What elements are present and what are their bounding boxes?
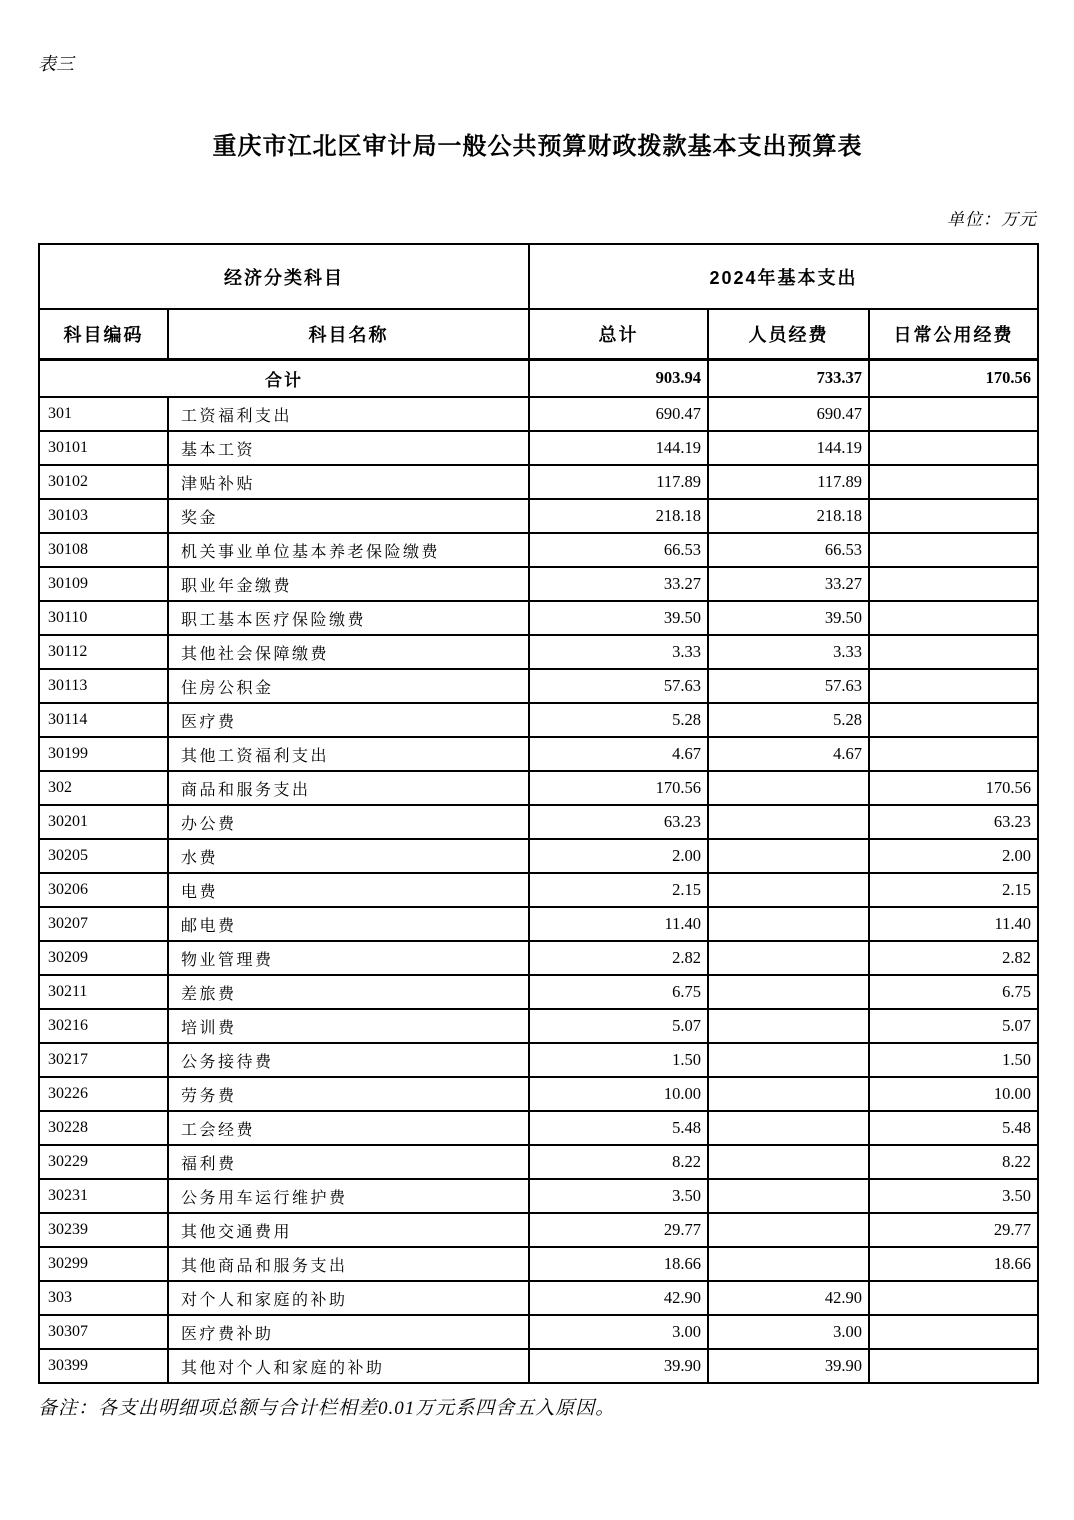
cell-subject-code: 30206: [39, 873, 168, 907]
table-number-label: 表三: [38, 54, 74, 74]
cell-subject-code: 30209: [39, 941, 168, 975]
cell-total: 29.77: [529, 1213, 708, 1247]
cell-subject-name: 工资福利支出: [168, 397, 529, 431]
cell-total: 3.33: [529, 635, 708, 669]
cell-personnel-funds: [708, 1111, 869, 1145]
table-row: [39, 1111, 1038, 1145]
footer-note: 备注：各支出明细项总额与合计栏相差0.01万元系四舍五入原因。: [38, 1398, 616, 1419]
cell-daily-public-funds: [869, 1281, 1038, 1315]
cell-daily-public-funds: 8.22: [869, 1145, 1038, 1179]
cell-subject-name: 邮电费: [168, 907, 529, 941]
total-row: [39, 359, 1038, 397]
table-body: [39, 359, 1038, 1383]
cell-total: 2.00: [529, 839, 708, 873]
cell-personnel-funds: [708, 1179, 869, 1213]
cell-subject-name: 其他交通费用: [168, 1213, 529, 1247]
cell-daily-public-funds: [869, 669, 1038, 703]
cell-daily-public-funds: [869, 737, 1038, 771]
table-row: [39, 397, 1038, 431]
cell-total: 117.89: [529, 465, 708, 499]
cell-subject-name: 医疗费: [168, 703, 529, 737]
cell-subject-code: 30231: [39, 1179, 168, 1213]
cell-subject-code: 30207: [39, 907, 168, 941]
cell-total: 11.40: [529, 907, 708, 941]
cell-subject-name: 其他社会保障缴费: [168, 635, 529, 669]
cell-daily-public-funds: 10.00: [869, 1077, 1038, 1111]
cell-subject-name: 职工基本医疗保险缴费: [168, 601, 529, 635]
cell-subject-code: 30217: [39, 1043, 168, 1077]
col-header-total: 总计: [529, 309, 708, 359]
cell-subject-name: 对个人和家庭的补助: [168, 1281, 529, 1315]
cell-daily-public-funds: 63.23: [869, 805, 1038, 839]
cell-total: 63.23: [529, 805, 708, 839]
cell-personnel-funds: [708, 1145, 869, 1179]
table-row: [39, 533, 1038, 567]
cell-subject-code: 301: [39, 397, 168, 431]
cell-personnel-funds: [708, 839, 869, 873]
cell-daily-public-funds: 6.75: [869, 975, 1038, 1009]
cell-daily-public-funds: 5.07: [869, 1009, 1038, 1043]
cell-total: 39.50: [529, 601, 708, 635]
cell-subject-code: 30228: [39, 1111, 168, 1145]
table-row: [39, 1043, 1038, 1077]
cell-personnel-funds: [708, 1247, 869, 1281]
table-header: [39, 244, 1038, 359]
cell-personnel-funds: 4.67: [708, 737, 869, 771]
cell-personnel-funds: [708, 873, 869, 907]
cell-subject-code: 30103: [39, 499, 168, 533]
total-row-label: 合计: [39, 359, 529, 397]
cell-total: 170.56: [529, 771, 708, 805]
cell-personnel-funds: [708, 941, 869, 975]
col-header-subject-code: 科目编码: [39, 309, 168, 359]
table-row: [39, 669, 1038, 703]
table-row: [39, 1247, 1038, 1281]
table-row: [39, 1281, 1038, 1315]
cell-daily-public-funds: 170.56: [869, 771, 1038, 805]
cell-total: 18.66: [529, 1247, 708, 1281]
cell-subject-name: 津贴补贴: [168, 465, 529, 499]
col-header-personnel-funds: 人员经费: [708, 309, 869, 359]
cell-total: 5.48: [529, 1111, 708, 1145]
cell-personnel-funds: [708, 1009, 869, 1043]
cell-daily-public-funds: 5.48: [869, 1111, 1038, 1145]
cell-total: 4.67: [529, 737, 708, 771]
table-row: [39, 1315, 1038, 1349]
cell-subject-code: 30108: [39, 533, 168, 567]
cell-daily-public-funds: [869, 397, 1038, 431]
cell-subject-code: 30101: [39, 431, 168, 465]
cell-total: 218.18: [529, 499, 708, 533]
cell-subject-code: 30226: [39, 1077, 168, 1111]
cell-personnel-funds: 39.50: [708, 601, 869, 635]
cell-subject-name: 差旅费: [168, 975, 529, 1009]
cell-total: 2.15: [529, 873, 708, 907]
cell-personnel-funds: 5.28: [708, 703, 869, 737]
cell-subject-code: 30109: [39, 567, 168, 601]
cell-daily-public-funds: 1.50: [869, 1043, 1038, 1077]
cell-daily-public-funds: 29.77: [869, 1213, 1038, 1247]
table-row: [39, 703, 1038, 737]
cell-personnel-funds: 3.00: [708, 1315, 869, 1349]
cell-subject-name: 水费: [168, 839, 529, 873]
total-row-total: 903.94: [529, 359, 708, 397]
cell-daily-public-funds: [869, 567, 1038, 601]
cell-total: 5.28: [529, 703, 708, 737]
cell-personnel-funds: 39.90: [708, 1349, 869, 1383]
header-group-row: [39, 244, 1038, 309]
cell-subject-name: 电费: [168, 873, 529, 907]
cell-total: 33.27: [529, 567, 708, 601]
cell-subject-code: 30114: [39, 703, 168, 737]
header-economic-classification: 经济分类科目: [39, 244, 529, 309]
cell-total: 144.19: [529, 431, 708, 465]
unit-label: 单位：万元: [947, 210, 1037, 229]
table-row: [39, 1213, 1038, 1247]
cell-personnel-funds: 218.18: [708, 499, 869, 533]
cell-subject-code: 30113: [39, 669, 168, 703]
cell-subject-code: 30211: [39, 975, 168, 1009]
total-row-daily: 170.56: [869, 359, 1038, 397]
cell-daily-public-funds: 3.50: [869, 1179, 1038, 1213]
cell-daily-public-funds: [869, 465, 1038, 499]
cell-daily-public-funds: 18.66: [869, 1247, 1038, 1281]
budget-table: [38, 243, 1039, 1384]
table-row: [39, 975, 1038, 1009]
cell-personnel-funds: [708, 1213, 869, 1247]
header-2024-basic-expenditure: 2024年基本支出: [529, 244, 1038, 309]
cell-daily-public-funds: [869, 601, 1038, 635]
cell-personnel-funds: 144.19: [708, 431, 869, 465]
page-content: [0, 50, 1074, 1420]
cell-subject-code: 30201: [39, 805, 168, 839]
cell-subject-name: 其他对个人和家庭的补助: [168, 1349, 529, 1383]
cell-daily-public-funds: 2.15: [869, 873, 1038, 907]
col-header-daily-public-funds: 日常公用经费: [869, 309, 1038, 359]
cell-daily-public-funds: [869, 635, 1038, 669]
cell-subject-name: 基本工资: [168, 431, 529, 465]
cell-subject-code: 302: [39, 771, 168, 805]
table-row: [39, 805, 1038, 839]
cell-subject-code: 30216: [39, 1009, 168, 1043]
cell-subject-code: 30110: [39, 601, 168, 635]
cell-subject-code: 303: [39, 1281, 168, 1315]
cell-personnel-funds: 690.47: [708, 397, 869, 431]
cell-total: 57.63: [529, 669, 708, 703]
cell-subject-name: 办公费: [168, 805, 529, 839]
table-row: [39, 907, 1038, 941]
cell-subject-name: 物业管理费: [168, 941, 529, 975]
cell-daily-public-funds: [869, 533, 1038, 567]
table-row: [39, 431, 1038, 465]
cell-subject-name: 住房公积金: [168, 669, 529, 703]
cell-total: 2.82: [529, 941, 708, 975]
table-row: [39, 737, 1038, 771]
cell-personnel-funds: 57.63: [708, 669, 869, 703]
table-row: [39, 941, 1038, 975]
cell-subject-name: 工会经费: [168, 1111, 529, 1145]
cell-total: 66.53: [529, 533, 708, 567]
cell-personnel-funds: [708, 805, 869, 839]
cell-subject-code: 30112: [39, 635, 168, 669]
table-row: [39, 635, 1038, 669]
cell-personnel-funds: [708, 975, 869, 1009]
table-row: [39, 771, 1038, 805]
col-header-subject-name: 科目名称: [168, 309, 529, 359]
table-row: [39, 839, 1038, 873]
cell-subject-name: 公务用车运行维护费: [168, 1179, 529, 1213]
table-row: [39, 1077, 1038, 1111]
cell-daily-public-funds: [869, 1315, 1038, 1349]
cell-subject-name: 其他工资福利支出: [168, 737, 529, 771]
cell-subject-name: 职业年金缴费: [168, 567, 529, 601]
table-row: [39, 601, 1038, 635]
cell-subject-name: 医疗费补助: [168, 1315, 529, 1349]
cell-total: 42.90: [529, 1281, 708, 1315]
cell-subject-code: 30239: [39, 1213, 168, 1247]
cell-personnel-funds: [708, 1077, 869, 1111]
cell-subject-name: 商品和服务支出: [168, 771, 529, 805]
table-row: [39, 499, 1038, 533]
cell-daily-public-funds: [869, 431, 1038, 465]
cell-total: 10.00: [529, 1077, 708, 1111]
cell-subject-name: 劳务费: [168, 1077, 529, 1111]
cell-personnel-funds: 33.27: [708, 567, 869, 601]
cell-subject-code: 30205: [39, 839, 168, 873]
table-row: [39, 1349, 1038, 1383]
cell-personnel-funds: 42.90: [708, 1281, 869, 1315]
cell-total: 6.75: [529, 975, 708, 1009]
table-row: [39, 1009, 1038, 1043]
cell-daily-public-funds: [869, 1349, 1038, 1383]
cell-personnel-funds: 117.89: [708, 465, 869, 499]
cell-total: 39.90: [529, 1349, 708, 1383]
cell-daily-public-funds: 11.40: [869, 907, 1038, 941]
total-row-personnel: 733.37: [708, 359, 869, 397]
cell-total: 5.07: [529, 1009, 708, 1043]
cell-total: 3.00: [529, 1315, 708, 1349]
cell-subject-code: 30102: [39, 465, 168, 499]
table-row: [39, 1179, 1038, 1213]
cell-personnel-funds: [708, 907, 869, 941]
cell-total: 1.50: [529, 1043, 708, 1077]
cell-subject-code: 30299: [39, 1247, 168, 1281]
cell-subject-name: 福利费: [168, 1145, 529, 1179]
cell-subject-code: 30399: [39, 1349, 168, 1383]
cell-personnel-funds: 3.33: [708, 635, 869, 669]
cell-subject-code: 30199: [39, 737, 168, 771]
cell-subject-code: 30307: [39, 1315, 168, 1349]
cell-subject-name: 公务接待费: [168, 1043, 529, 1077]
table-row: [39, 567, 1038, 601]
cell-subject-code: 30229: [39, 1145, 168, 1179]
cell-total: 8.22: [529, 1145, 708, 1179]
cell-personnel-funds: 66.53: [708, 533, 869, 567]
header-columns-row: [39, 309, 1038, 359]
cell-personnel-funds: [708, 1043, 869, 1077]
cell-daily-public-funds: 2.00: [869, 839, 1038, 873]
page-title: 重庆市江北区审计局一般公共预算财政拨款基本支出预算表: [212, 134, 863, 160]
cell-daily-public-funds: [869, 703, 1038, 737]
cell-total: 690.47: [529, 397, 708, 431]
cell-subject-name: 其他商品和服务支出: [168, 1247, 529, 1281]
cell-daily-public-funds: [869, 499, 1038, 533]
cell-total: 3.50: [529, 1179, 708, 1213]
cell-daily-public-funds: 2.82: [869, 941, 1038, 975]
cell-personnel-funds: [708, 771, 869, 805]
cell-subject-name: 培训费: [168, 1009, 529, 1043]
table-row: [39, 1145, 1038, 1179]
cell-subject-name: 奖金: [168, 499, 529, 533]
table-row: [39, 873, 1038, 907]
cell-subject-name: 机关事业单位基本养老保险缴费: [168, 533, 529, 567]
table-row: [39, 465, 1038, 499]
